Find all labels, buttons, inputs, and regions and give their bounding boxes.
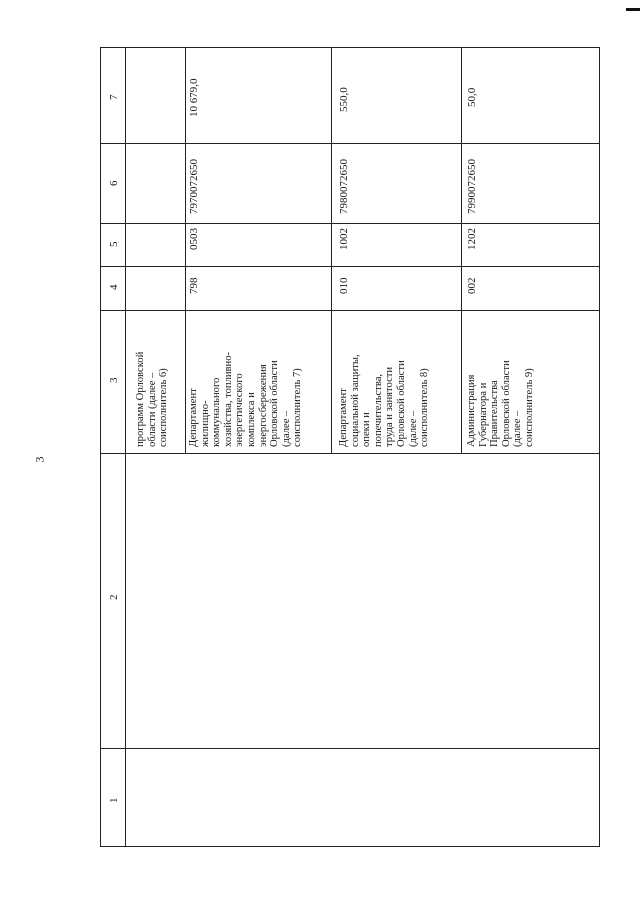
row-sep-2 — [331, 48, 332, 453]
row4-grbs: 002 — [466, 277, 478, 294]
col-sep-2-1 — [101, 748, 599, 749]
row-sep-1 — [185, 48, 186, 453]
row3-grbs: 010 — [338, 277, 350, 294]
col-sep-7-6 — [101, 143, 599, 144]
header-row-sep — [125, 48, 126, 846]
row1-executor: программ Орловской области (далее – соисполнитель 6) — [135, 351, 170, 447]
header-col-7: 7 — [108, 94, 120, 100]
header-col-6: 6 — [108, 180, 120, 186]
col-sep-3-2 — [101, 453, 599, 454]
row4-target-article: 7990072650 — [466, 159, 478, 214]
col-sep-6-5 — [101, 223, 599, 224]
row-sep-3 — [461, 48, 462, 453]
row4-section: 1202 — [466, 228, 478, 250]
row4-executor: Администрация Губернатора и Правительства Орловской области (далее – соисполнитель 9) — [466, 360, 535, 447]
row3-target-article: 7980072650 — [338, 159, 350, 214]
scan-edge-mark — [626, 8, 640, 11]
col-sep-4-3 — [101, 310, 599, 311]
row3-amount: 550,0 — [338, 87, 350, 112]
row2-target-article: 7970072650 — [188, 159, 200, 214]
header-col-1: 1 — [108, 797, 120, 803]
header-col-5: 5 — [108, 241, 120, 247]
row2-section: 0503 — [188, 228, 200, 250]
row2-amount: 10 679,0 — [188, 78, 200, 117]
row3-section: 1002 — [338, 228, 350, 250]
page-number: 3 — [32, 456, 47, 463]
budget-table — [100, 47, 600, 847]
row2-grbs: 798 — [188, 277, 200, 294]
header-col-2: 2 — [108, 594, 120, 600]
row4-amount: 50,0 — [466, 87, 478, 107]
header-col-4: 4 — [108, 284, 120, 290]
col-sep-5-4 — [101, 266, 599, 267]
row3-executor: Департамент социальной защиты, опеки и попечительства, труда и занятости Орловской области (далее – соисполнитель 8) — [338, 354, 431, 447]
row2-executor: Департамент жилищно- коммунального хозяйства, топливно- энергетического комплекса и энергосбережения Орловской области (далее – соисполнитель 7) — [188, 351, 304, 447]
header-col-3: 3 — [108, 377, 120, 383]
